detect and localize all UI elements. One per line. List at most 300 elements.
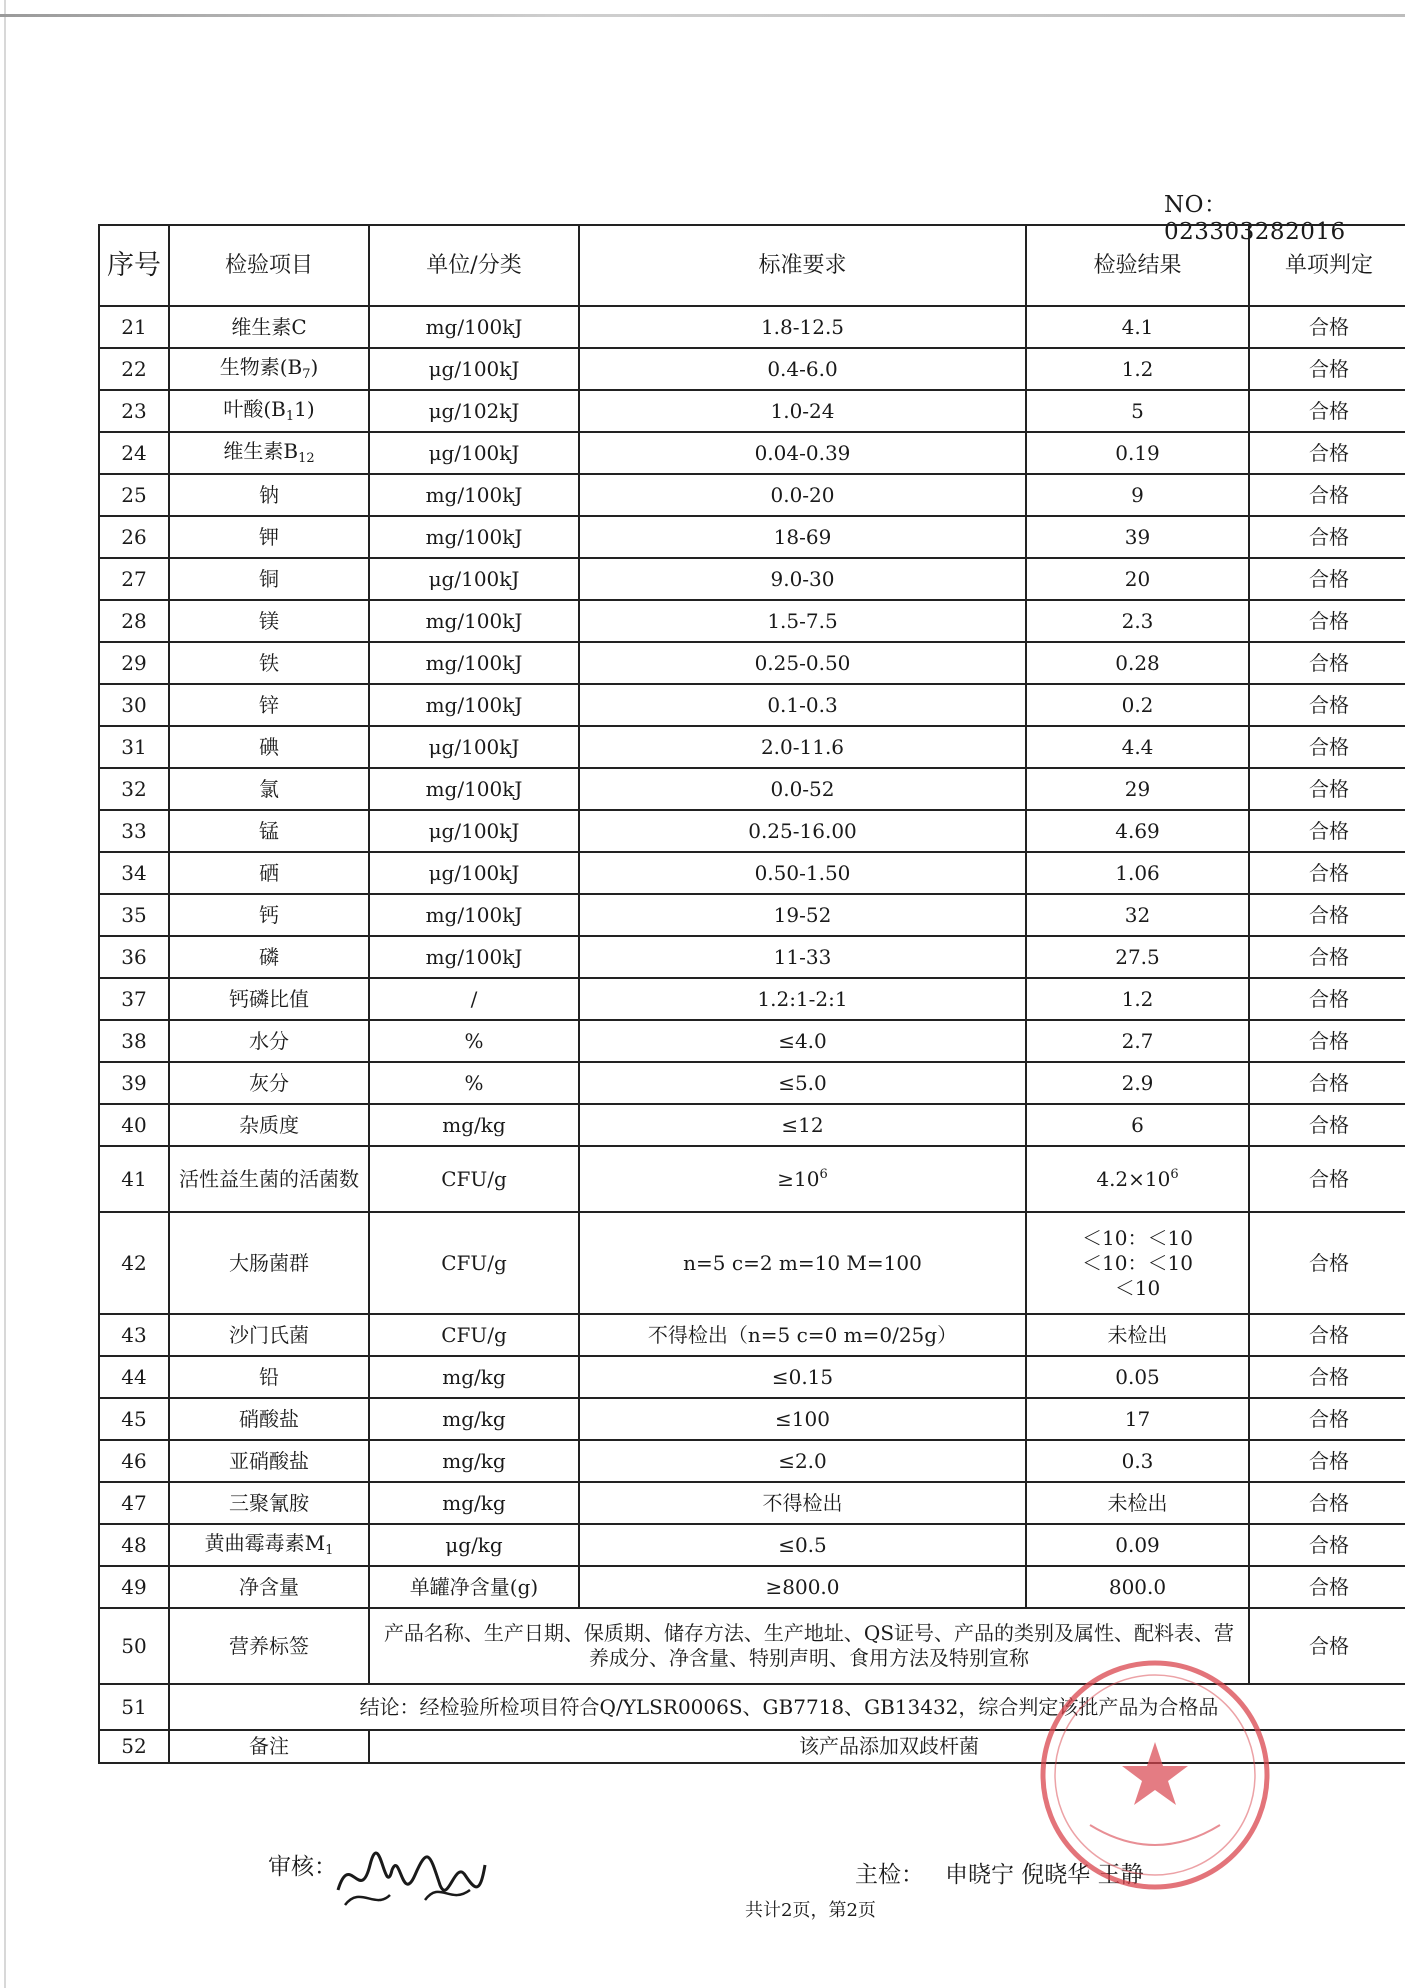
- row-item: [169, 726, 369, 768]
- row-item: [169, 474, 369, 516]
- row-judgement: 合格: [1249, 852, 1405, 894]
- row-judgement: 合格: [1249, 1566, 1405, 1608]
- row-item-text: 镁: [259, 608, 279, 633]
- row-judgement: 合格: [1249, 1608, 1405, 1684]
- row-item-text: 铁: [259, 650, 279, 675]
- row-item: [169, 768, 369, 810]
- row-unit: mg/100kJ: [369, 936, 579, 978]
- table-row: [99, 600, 1405, 642]
- row-item-text: 硝酸盐: [239, 1406, 299, 1431]
- row-result-text: 5: [1131, 398, 1144, 423]
- row-standard-text: 1.8-12.5: [760, 314, 845, 339]
- row-standard: [579, 1020, 1026, 1062]
- page-edge-line: [4, 0, 6, 1988]
- row-item-subscript: 12: [298, 450, 315, 466]
- row-standard: [579, 516, 1026, 558]
- row-seq: 26: [99, 516, 169, 558]
- row-item: [169, 1020, 369, 1062]
- reviewer-signature: [330, 1845, 490, 1915]
- row-judgement: 合格: [1249, 474, 1405, 516]
- row-item: [169, 348, 369, 390]
- row-standard-text: 0.1-0.3: [767, 692, 838, 717]
- row-item: [169, 1482, 369, 1524]
- row-item: [169, 600, 369, 642]
- row-item: [169, 978, 369, 1020]
- row-item-text: 黄曲霉毒素M: [204, 1530, 326, 1555]
- row-judgement: 合格: [1249, 516, 1405, 558]
- row-judgement: 合格: [1249, 1356, 1405, 1398]
- table-row: [99, 1062, 1405, 1104]
- row-seq: 46: [99, 1440, 169, 1482]
- row-result: [1026, 1524, 1249, 1566]
- row-judgement: 合格: [1249, 642, 1405, 684]
- row-standard: [579, 768, 1026, 810]
- row-judgement: 合格: [1249, 810, 1405, 852]
- table-row: [99, 1440, 1405, 1482]
- row-judgement: 合格: [1249, 600, 1405, 642]
- row-seq: 23: [99, 390, 169, 432]
- row-seq: 29: [99, 642, 169, 684]
- row-standard-text: ≤0.5: [778, 1532, 827, 1557]
- row-seq: 33: [99, 810, 169, 852]
- row-result-text: 0.28: [1115, 650, 1160, 675]
- row-item: [169, 894, 369, 936]
- row-standard: [579, 1146, 1026, 1212]
- row-judgement: 合格: [1249, 558, 1405, 600]
- row-standard-text: 不得检出（n=5 c=0 m=0/25g）: [647, 1322, 958, 1347]
- row-seq: 43: [99, 1314, 169, 1356]
- row-result: [1026, 1482, 1249, 1524]
- row-standard: [579, 1062, 1026, 1104]
- row-standard: [579, 432, 1026, 474]
- row-item: [169, 306, 369, 348]
- row-result-text: 未检出: [1107, 1490, 1168, 1515]
- row-judgement: 合格: [1249, 432, 1405, 474]
- row-seq: 21: [99, 306, 169, 348]
- row-result-text: 800.0: [1108, 1574, 1167, 1599]
- row-item-text: 钠: [259, 482, 279, 507]
- row-item: [169, 558, 369, 600]
- row-item-text: 营养标签: [229, 1633, 309, 1658]
- row-result-line: ＜10: [1114, 1275, 1161, 1300]
- header-standard: 标准要求: [579, 225, 1026, 306]
- row-judgement: 合格: [1249, 1398, 1405, 1440]
- row-item: [169, 852, 369, 894]
- row-judgement: 合格: [1249, 978, 1405, 1020]
- row-unit: mg/kg: [369, 1440, 579, 1482]
- row-seq: 35: [99, 894, 169, 936]
- row-seq: 50: [99, 1608, 169, 1684]
- row-judgement: 合格: [1249, 894, 1405, 936]
- row-unit: CFU/g: [369, 1314, 579, 1356]
- row-judgement: 合格: [1249, 1104, 1405, 1146]
- row-item: [169, 936, 369, 978]
- row-standard: [579, 852, 1026, 894]
- row-result-text: 9: [1131, 482, 1144, 507]
- row-item-text: 三聚氰胺: [229, 1490, 309, 1515]
- row-standard-text: 0.50-1.50: [754, 860, 851, 885]
- row-result: [1026, 726, 1249, 768]
- row-result: [1026, 1146, 1249, 1212]
- page-top-rule: [0, 14, 1405, 17]
- row-judgement: 合格: [1249, 684, 1405, 726]
- row-seq: 49: [99, 1566, 169, 1608]
- row-result-text: 32: [1124, 902, 1151, 927]
- row-item-text: 水分: [249, 1028, 289, 1053]
- row-item: [169, 1104, 369, 1146]
- row-unit: CFU/g: [369, 1146, 579, 1212]
- row-result: [1026, 432, 1249, 474]
- table-header-row: [99, 225, 1405, 306]
- row-result-text: 0.05: [1115, 1364, 1160, 1389]
- row-item: [169, 1314, 369, 1356]
- inspection-table: [98, 224, 1405, 1764]
- row-item-text: 叶酸(B: [223, 396, 286, 421]
- row-result-text: 39: [1124, 524, 1151, 549]
- row-item-text: 净含量: [239, 1574, 299, 1599]
- row-item-suffix: 1): [294, 396, 315, 421]
- row-result: [1026, 1440, 1249, 1482]
- row-standard-text: ≤2.0: [778, 1448, 827, 1473]
- row-seq: 40: [99, 1104, 169, 1146]
- row-result-text: 1.06: [1115, 860, 1160, 885]
- row-result: [1026, 1314, 1249, 1356]
- row-unit: mg/100kJ: [369, 684, 579, 726]
- row-unit: CFU/g: [369, 1212, 579, 1314]
- row-seq: 37: [99, 978, 169, 1020]
- row-item: [169, 642, 369, 684]
- row-item-text: 铜: [259, 566, 279, 591]
- row-unit: %: [369, 1062, 579, 1104]
- row-judgement: 合格: [1249, 1440, 1405, 1482]
- row-item-text: 活性益生菌的活菌数: [179, 1166, 359, 1191]
- row-seq: 39: [99, 1062, 169, 1104]
- row-result: [1026, 1212, 1249, 1314]
- row-result-line: ＜10：＜10: [1082, 1225, 1193, 1250]
- row-seq: 31: [99, 726, 169, 768]
- row-judgement: 合格: [1249, 1524, 1405, 1566]
- header-judgement: 单项判定: [1249, 225, 1405, 306]
- row-item: [169, 1608, 369, 1684]
- row-item-text: 钾: [259, 524, 279, 549]
- row-item-text: 维生素C: [231, 314, 307, 339]
- row-item-subscript: 7: [302, 366, 311, 382]
- row-result: [1026, 1104, 1249, 1146]
- row-unit: mg/kg: [369, 1356, 579, 1398]
- row-standard-text: 2.0-11.6: [760, 734, 845, 759]
- table-row: [99, 684, 1405, 726]
- row-seq: 45: [99, 1398, 169, 1440]
- row-standard: [579, 726, 1026, 768]
- row-judgement: 合格: [1249, 306, 1405, 348]
- row-unit: mg/100kJ: [369, 306, 579, 348]
- row-result: [1026, 558, 1249, 600]
- table-row: [99, 978, 1405, 1020]
- row-item: [169, 1356, 369, 1398]
- row-judgement: 合格: [1249, 1482, 1405, 1524]
- row-result-text: 0.2: [1121, 692, 1154, 717]
- row-result-text: 0.19: [1115, 440, 1160, 465]
- conclusion-seq: 51: [99, 1684, 169, 1730]
- row-seq: 38: [99, 1020, 169, 1062]
- row-standard: [579, 558, 1026, 600]
- row-result: [1026, 642, 1249, 684]
- reviewer-label: 审核：: [268, 1854, 337, 1880]
- row-unit: mg/100kJ: [369, 642, 579, 684]
- row-standard: [579, 810, 1026, 852]
- row-item-suffix: ): [310, 354, 319, 379]
- row-standard: [579, 936, 1026, 978]
- row-result-text: 未检出: [1107, 1322, 1168, 1347]
- table-row: [99, 1212, 1405, 1314]
- table-row: [99, 558, 1405, 600]
- row-seq: 47: [99, 1482, 169, 1524]
- row-judgement: 合格: [1249, 348, 1405, 390]
- report-number: NO：023303282016: [1164, 192, 1346, 245]
- row-item-text: 碘: [259, 734, 279, 759]
- row-standard-text: 0.25-16.00: [748, 818, 857, 843]
- table-row: [99, 1146, 1405, 1212]
- row-result: [1026, 348, 1249, 390]
- row-standard: [579, 1482, 1026, 1524]
- conclusion-text: 结论：经检验所检项目符合Q/YLSR0006S、GB7718、GB13432，综合判定该批产品为合格品: [169, 1684, 1405, 1730]
- row-standard-superscript: 6: [819, 1166, 828, 1182]
- row-item: [169, 432, 369, 474]
- row-standard: [579, 474, 1026, 516]
- row-standard-text: ≤4.0: [778, 1028, 827, 1053]
- row-result-text: 20: [1124, 566, 1151, 591]
- row-judgement: 合格: [1249, 1314, 1405, 1356]
- table-row: [99, 810, 1405, 852]
- table-body: [99, 306, 1405, 1763]
- row-standard-text: 11-33: [773, 944, 832, 969]
- row-judgement: 合格: [1249, 936, 1405, 978]
- row-result: [1026, 390, 1249, 432]
- row-result: [1026, 1020, 1249, 1062]
- row-unit: 单罐净含量(g): [369, 1566, 579, 1608]
- table-row: [99, 1482, 1405, 1524]
- row-result: [1026, 1398, 1249, 1440]
- row-result-text: 2.3: [1121, 608, 1154, 633]
- table-row: [99, 1020, 1405, 1062]
- row-result-text: 1.2: [1121, 356, 1154, 381]
- row-item-text: 沙门氏菌: [229, 1322, 309, 1347]
- row-seq: 22: [99, 348, 169, 390]
- row-standard-text: 1.5-7.5: [767, 608, 838, 633]
- row-unit: mg/100kJ: [369, 768, 579, 810]
- row-result: [1026, 978, 1249, 1020]
- row-unit: μg/kg: [369, 1524, 579, 1566]
- row-item: [169, 810, 369, 852]
- row-standard-text: ≤12: [781, 1112, 824, 1137]
- row-standard-text: ≤100: [775, 1406, 830, 1431]
- row-result-text: 4.2×10: [1096, 1166, 1171, 1191]
- table-row: [99, 1314, 1405, 1356]
- row-result-text: 2.9: [1121, 1070, 1154, 1095]
- row-item-text: 锌: [259, 692, 279, 717]
- table-row: [99, 894, 1405, 936]
- table-row: [99, 936, 1405, 978]
- row-seq: 32: [99, 768, 169, 810]
- row-result-text: 29: [1124, 776, 1151, 801]
- row-item-text: 铅: [259, 1364, 279, 1389]
- row-judgement: 合格: [1249, 768, 1405, 810]
- row-result: [1026, 600, 1249, 642]
- row-seq: 27: [99, 558, 169, 600]
- table-row: [99, 306, 1405, 348]
- row-unit: mg/kg: [369, 1398, 579, 1440]
- row-unit: mg/100kJ: [369, 600, 579, 642]
- row-result: [1026, 1566, 1249, 1608]
- row-standard-text: 不得检出: [762, 1490, 843, 1515]
- row-unit: μg/100kJ: [369, 852, 579, 894]
- row-standard: [579, 684, 1026, 726]
- row-standard: [579, 1356, 1026, 1398]
- row-item: [169, 516, 369, 558]
- inspector-names: 申晓宁 倪晓华 王静: [945, 1862, 1144, 1888]
- row-standard-text: 1.0-24: [770, 398, 835, 423]
- row-item: [169, 1398, 369, 1440]
- row-item-text: 锰: [259, 818, 279, 843]
- row-seq: 48: [99, 1524, 169, 1566]
- row-standard-text: 0.0-20: [770, 482, 835, 507]
- row-unit: /: [369, 978, 579, 1020]
- row-item: [169, 1524, 369, 1566]
- row-unit: mg/100kJ: [369, 474, 579, 516]
- row-seq: 25: [99, 474, 169, 516]
- row-item: [169, 1440, 369, 1482]
- note-text: 该产品添加双歧杆菌: [369, 1730, 1405, 1763]
- row-result: [1026, 306, 1249, 348]
- row-item-text: 钙磷比值: [229, 986, 309, 1011]
- row-result: [1026, 516, 1249, 558]
- row-standard-text: n=5 c=2 m=10 M=100: [683, 1250, 922, 1275]
- row-standard: [579, 1212, 1026, 1314]
- row-item-text: 大肠菌群: [229, 1250, 309, 1275]
- row-standard-text: 9.0-30: [770, 566, 835, 591]
- note-seq: 52: [99, 1730, 169, 1763]
- table-row: [99, 1104, 1405, 1146]
- row-standard: [579, 390, 1026, 432]
- table-row: [99, 432, 1405, 474]
- row-standard-text: 0.04-0.39: [754, 440, 851, 465]
- row-result-text: 1.2: [1121, 986, 1154, 1011]
- row-result-text: 0.09: [1115, 1532, 1160, 1557]
- row-result-text: 2.7: [1121, 1028, 1154, 1053]
- row-standard: [579, 978, 1026, 1020]
- row-seq: 34: [99, 852, 169, 894]
- row-standard-text: 0.25-0.50: [754, 650, 851, 675]
- row-result: [1026, 894, 1249, 936]
- header-result: 检验结果: [1026, 225, 1249, 306]
- row-standard: [579, 894, 1026, 936]
- row-standard: [579, 1524, 1026, 1566]
- row-item-text: 钙: [259, 902, 279, 927]
- row-item: [169, 1146, 369, 1212]
- row-item: [169, 1566, 369, 1608]
- row-standard: [579, 1398, 1026, 1440]
- row-judgement: 合格: [1249, 390, 1405, 432]
- row-result: [1026, 936, 1249, 978]
- row-standard-text: 0.0-52: [770, 776, 835, 801]
- row-standard: [579, 1440, 1026, 1482]
- header-item: 检验项目: [169, 225, 369, 306]
- row-item: [169, 1062, 369, 1104]
- row-seq: 36: [99, 936, 169, 978]
- row-unit: μg/100kJ: [369, 348, 579, 390]
- row-item-text: 灰分: [249, 1070, 289, 1095]
- page-info: 共计2页，第2页: [745, 1900, 876, 1921]
- row-result: [1026, 684, 1249, 726]
- row-item: [169, 1212, 369, 1314]
- row-seq: 42: [99, 1212, 169, 1314]
- row-item-text: 维生素B: [223, 438, 299, 463]
- table-row: [99, 1524, 1405, 1566]
- row-standard: [579, 1566, 1026, 1608]
- row-standard-text: ≥800.0: [765, 1574, 840, 1599]
- table-row: [99, 390, 1405, 432]
- row-judgement: 合格: [1249, 726, 1405, 768]
- row-unit: μg/100kJ: [369, 558, 579, 600]
- row-unit: μg/100kJ: [369, 810, 579, 852]
- table-row: [99, 1566, 1405, 1608]
- row-result: [1026, 852, 1249, 894]
- note-label: 备注: [169, 1730, 369, 1763]
- row-result: [1026, 474, 1249, 516]
- row-standard-text: ≤0.15: [771, 1364, 834, 1389]
- row-result: [1026, 810, 1249, 852]
- row-seq: 28: [99, 600, 169, 642]
- row-unit: %: [369, 1020, 579, 1062]
- row-result-text: 17: [1124, 1406, 1151, 1431]
- row-standard: [579, 1314, 1026, 1356]
- row-judgement: 合格: [1249, 1020, 1405, 1062]
- row-standard-text: 1.2:1-2:1: [757, 986, 848, 1011]
- table-row: [99, 642, 1405, 684]
- official-seal-stamp: [1030, 1650, 1280, 1900]
- row-item-text: 生物素(B: [219, 354, 303, 379]
- row-unit: mg/100kJ: [369, 894, 579, 936]
- row-standard: [579, 348, 1026, 390]
- row-standard: [579, 642, 1026, 684]
- row-item-text: 磷: [259, 944, 279, 969]
- row-result: [1026, 1356, 1249, 1398]
- table-row: [99, 348, 1405, 390]
- row-seq: 30: [99, 684, 169, 726]
- row-result-text: 27.5: [1115, 944, 1160, 969]
- row-result: [1026, 768, 1249, 810]
- row-result-line: ＜10：＜10: [1082, 1250, 1193, 1275]
- row-standard-text: 0.4-6.0: [767, 356, 838, 381]
- row-seq: 41: [99, 1146, 169, 1212]
- row-seq: 44: [99, 1356, 169, 1398]
- row-unit: μg/100kJ: [369, 432, 579, 474]
- row-standard-text: ≥10: [777, 1166, 820, 1191]
- row-seq: 24: [99, 432, 169, 474]
- row-standard: [579, 1104, 1026, 1146]
- inspector-label: 主检：: [855, 1862, 924, 1888]
- row-standard: [579, 600, 1026, 642]
- table-row: [99, 852, 1405, 894]
- header-seq: 序号: [99, 225, 169, 306]
- table-row: [99, 726, 1405, 768]
- row-item-text: 杂质度: [239, 1112, 299, 1137]
- row-unit: mg/100kJ: [369, 516, 579, 558]
- row-result-text: 4.4: [1121, 734, 1154, 759]
- table-row: [99, 768, 1405, 810]
- row-result-text: 4.69: [1115, 818, 1160, 843]
- table-row: [99, 1356, 1405, 1398]
